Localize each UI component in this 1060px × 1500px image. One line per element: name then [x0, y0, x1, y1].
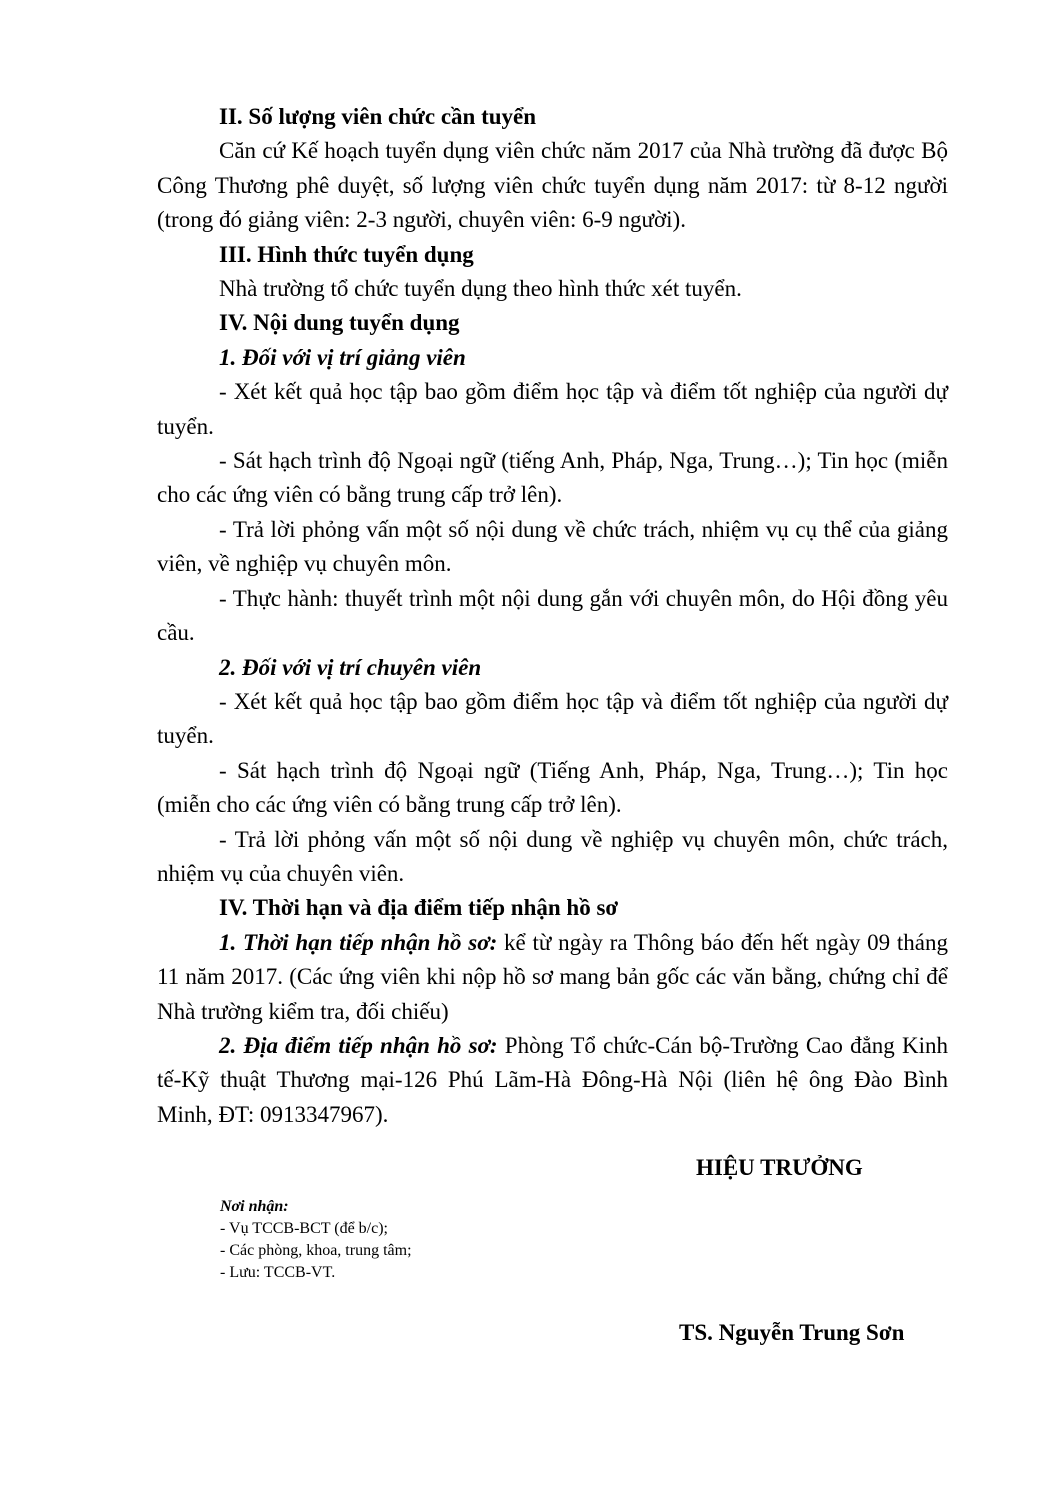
list-item-specialist-3: - Trả lời phỏng vấn một số nội dung về nghiệp vụ chuyên môn, chức trách, nhiệm vụ của chuyên viên.: [157, 826, 948, 886]
paragraph-location: [157, 1029, 948, 1132]
recipient-item: - Vụ TCCB-BCT (để b/c);: [220, 1220, 388, 1237]
section-heading-staff-count: II. Số lượng viên chức cần tuyển: [219, 104, 537, 129]
list-item-specialist-2: - Sát hạch trình độ Ngoại ngữ (Tiếng Anh, Pháp, Nga, Trung…); Tin học (miễn cho các ứng viên có bằng trung cấp trở lên).: [157, 757, 948, 818]
subheading-lecturer: 1. Đối với vị trí giảng viên: [219, 344, 466, 370]
document-body: [157, 100, 948, 1132]
list-item-specialist-1: - Xét kết quả học tập bao gồm điểm học tập và điểm tốt nghiệp của người dự tuyển.: [157, 688, 948, 749]
deadline-text: kể từ ngày ra Thông báo đến hết ngày 09 tháng 11 năm 2017. (Các ứng viên khi nộp hồ sơ mang bản gốc các văn bằng, chứng chỉ để Nhà trường kiểm tra, đối chiếu): [157, 929, 948, 1024]
paragraph-staff-count: Căn cứ Kế hoạch tuyển dụng viên chức năm 2017 của Nhà trường đã được Bộ Công Thương phê duyệt, số lượng viên chức tuyển dụng năm 2017: từ 8-12 người (trong đó giảng viên: 2-3 người, chuyên viên: 6-9 người).: [157, 138, 948, 233]
recipient-item: - Các phòng, khoa, trung tâm;: [220, 1242, 412, 1259]
paragraph-deadline: [157, 926, 948, 1029]
section-heading-recruitment-form: III. Hình thức tuyển dụng: [219, 241, 474, 267]
signer-title: HIỆU TRƯỞNG: [696, 1155, 863, 1180]
recipient-item: - Lưu: TCCB-VT.: [220, 1264, 336, 1281]
location-text: Phòng Tổ chức-Cán bộ-Trường Cao đẳng Kinh tế-Kỹ thuật Thương mại-126 Phú Lãm-Hà Đông-Hà Nội (liên hệ ông Đào Bình Minh, ĐT: 0913347967).: [157, 1032, 948, 1127]
list-item-lecturer-3: - Trả lời phỏng vấn một số nội dung về chức trách, nhiệm vụ cụ thể của giảng viên, về nghiệp vụ chuyên môn.: [157, 516, 948, 577]
section-heading-recruitment-content: IV. Nội dung tuyển dụng: [219, 310, 460, 336]
recipients-title: Nơi nhận:: [220, 1198, 289, 1215]
list-item-lecturer-4: - Thực hành: thuyết trình một nội dung gắn với chuyên môn, do Hội đồng yêu cầu.: [157, 585, 948, 646]
recipients-block: [220, 1196, 412, 1284]
paragraph-recruitment-form: Nhà trường tổ chức tuyển dụng theo hình thức xét tuyển.: [219, 276, 742, 302]
location-label: 2. Địa điểm tiếp nhận hồ sơ:: [219, 1032, 498, 1058]
section-heading-deadline-location: IV. Thời hạn và địa điểm tiếp nhận hồ sơ: [219, 895, 619, 921]
signer-name: TS. Nguyễn Trung Sơn: [679, 1320, 905, 1345]
list-item-lecturer-1: - Xét kết quả học tập bao gồm điểm học tập và điểm tốt nghiệp của người dự tuyển.: [157, 379, 948, 439]
deadline-label: 1. Thời hạn tiếp nhận hồ sơ:: [219, 929, 498, 955]
subheading-specialist: 2. Đối với vị trí chuyên viên: [219, 654, 482, 680]
list-item-lecturer-2: - Sát hạch trình độ Ngoại ngữ (tiếng Anh, Pháp, Nga, Trung…); Tin học (miễn cho các ứng viên có bằng trung cấp trở lên).: [157, 448, 948, 508]
